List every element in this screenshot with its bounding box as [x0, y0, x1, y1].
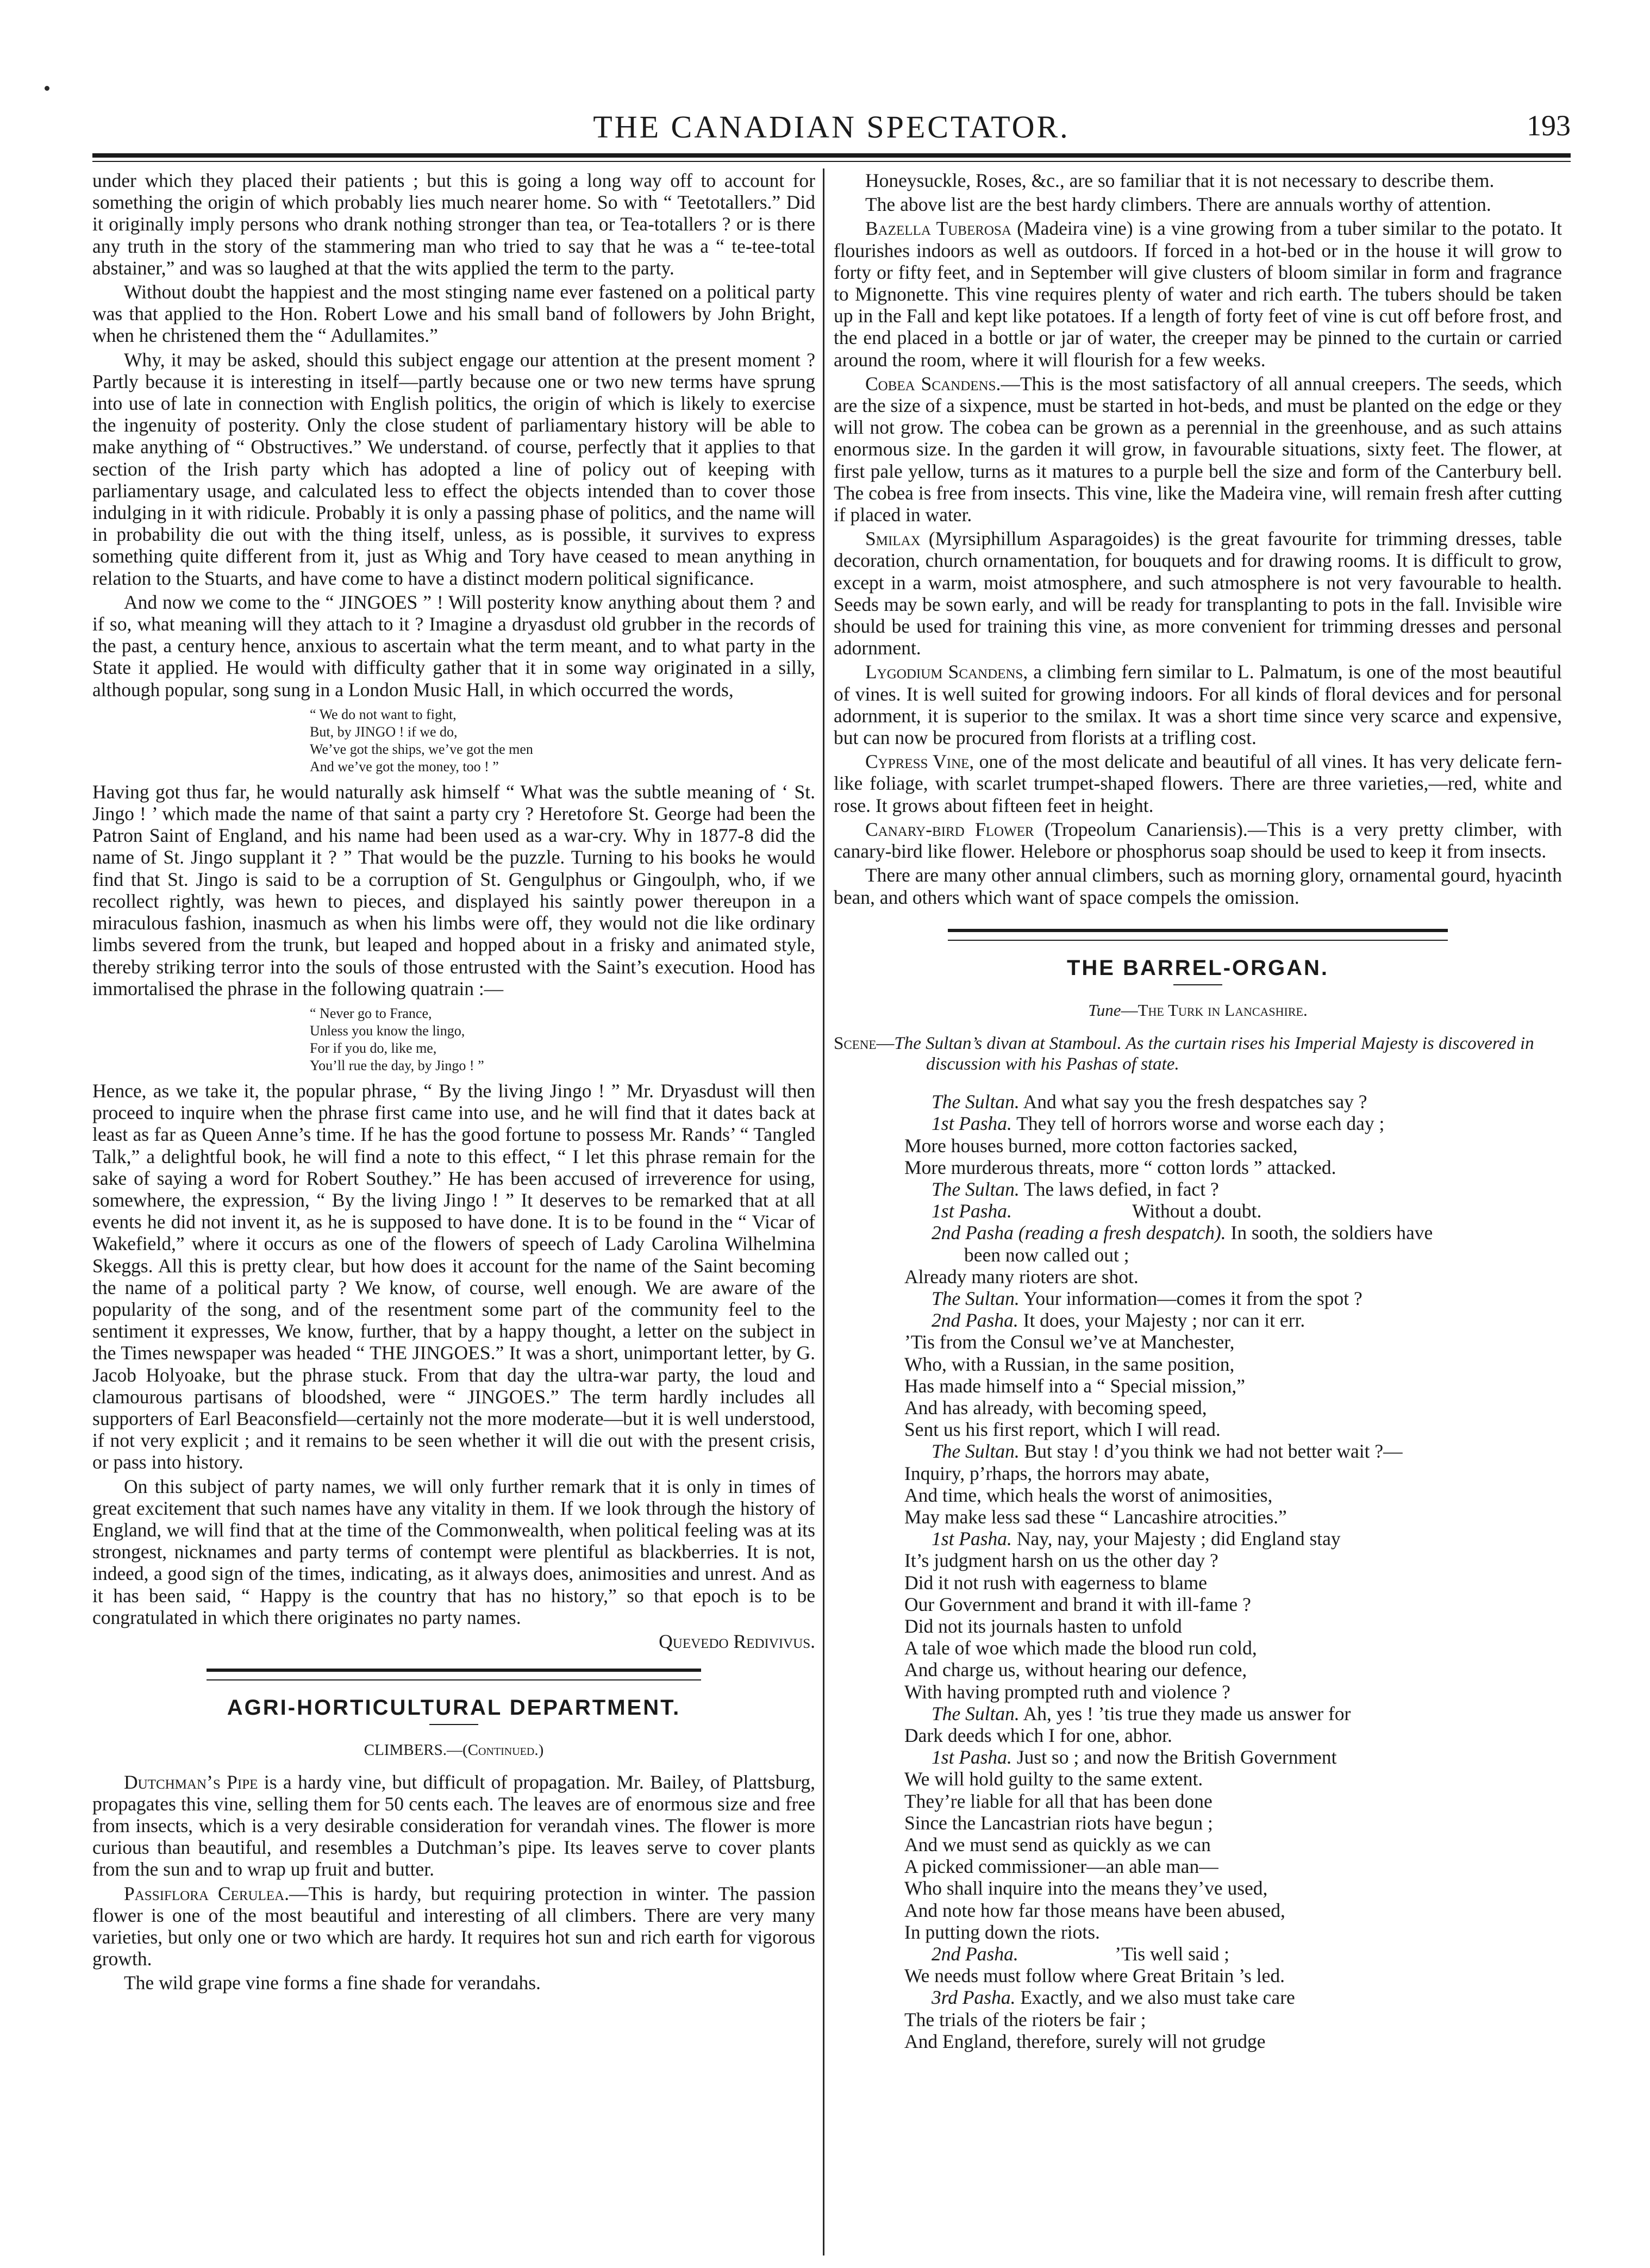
entry-lead: Canary-bird Flower: [865, 818, 1034, 840]
poem-line: [904, 1834, 1562, 1855]
short-rule: [1173, 984, 1222, 985]
poem-line-text: With having prompted ruth and violence ?: [904, 1680, 1230, 1703]
page-number: 193: [1527, 109, 1571, 142]
poem-line: [904, 1659, 1562, 1680]
poem-line-text: It does, your Majesty ; nor can it err.: [1018, 1309, 1305, 1332]
poem-line-text: Did not its journals hasten to unfold: [904, 1615, 1182, 1637]
verse-line: You’ll rue the day, by Jingo ! ”: [310, 1057, 484, 1073]
article-paragraph: [834, 217, 1562, 370]
poem-line-text: Inquiry, p’rhaps, the horrors may abate,: [904, 1462, 1210, 1484]
barrel-organ-poem: [904, 1091, 1562, 2052]
poem-line: [904, 1506, 1562, 1528]
article-paragraph: On this subject of party names, we will only further remark that it is only in times of great excitement that such names have any vitality in them. If we look through the history of England, we will find that at the time of the Commonwealth, when political feeling was at its strongest, nicknames and party terms of contempt were plentiful as blackberries. It is not, indeed, a good sign of the times, indicating, as it always does, animosities and unrest. And as it has been said, “ Happy is the country that has no history,” so that epoch is to be congratulated in which there originates no party names.: [92, 1475, 815, 1628]
poem-line-text: But stay ! d’you think we had not better wait ?—: [1019, 1440, 1403, 1463]
poem-line-text: Dark deeds which I for one, abhor.: [904, 1725, 1172, 1746]
poem-line: [904, 1594, 1562, 1615]
poem-line: [904, 1178, 1562, 1200]
verse-line: And we’ve got the money, too ! ”: [310, 758, 499, 774]
entry-lead: Cobea Scandens.: [865, 372, 1001, 395]
speaker-name: 1st Pasha.: [932, 1746, 1012, 1769]
poem-line: [904, 1812, 1562, 1834]
entry-lead: Lygodium Scandens: [865, 661, 1023, 683]
poem-line-text: Ah, yes ! ’tis true they made us answer for: [1019, 1702, 1351, 1725]
entry-text: is a hardy vine, but difficult of propagation. Mr. Bailey, of Plattsburg, propagates this vine, selling them for 50 cents each. The leaves are of enormous size and free from insects, which is a very desirable consideration for verandah vines. The flower is more curious than beautiful, and resembles a Dutchman’s pipe. Its leaves serve to cover plants from the sun and to wrap up fruit and butter.: [92, 1771, 816, 1880]
article-paragraph: Hence, as we take it, the popular phrase, “ By the living Jingo ! ” Mr. Dryasdust will then proceed to inquire when the phrase first came into use, and he will find that it dates back at least as far as Queen Anne’s time. If he has the good fortune to possess Mr. Rands’ “ Tangled Talk,” a delightful book, he will find a note to this effect, “ I let this phrase remain for the sake of saying a word for Robert Southey.” He has been accused of irreverence for using, somewhere, the expression, “ By the living Jingo ! ” It deserves to be remarked that at all events he did not invent it, as he is supposed to have done. It is to be found in the “ Vicar of Wakefield,” where it occurs as one of the flowers of speech of Lady Carolina Wilhelmina Skeggs. All this is pretty clear, but how does it account for the name of the Saint becoming the name of a political party ? We know, of course, well enough. We are aware of the popularity of the song, and of the resentment some part of the community feel to the sentiment it expresses, We know, further, that by a happy thought, a letter on the subject in the Times newspaper was headed “ THE JINGOES.” It was a short, unimportant letter, by G. Jacob Holyoake, but the phrase stuck. From that day the ultra-war party, the loud and clamourous partisans of bloodshed, were “ JINGOES.” The term hardly includes all supporters of Earl Beaconsfield—certainly not the more moderate—but it is well understood, if not very explicit ; and it remains to be seen whether it will die out with the present crisis, or pass into history.: [92, 1079, 815, 1473]
article-paragraph: There are many other annual climbers, such as morning glory, ornamental gourd, hyacinth bean, and others which want of space compels the omission.: [834, 864, 1562, 908]
entry-lead: Passiflora Cerulea.: [124, 1882, 289, 1904]
entry-text: (Tropeolum Canariensis).—This is a very pretty climber, with canary-bird like flower. Helebore or phosphorus soap should be used to keep it from insects.: [834, 818, 1562, 863]
poem-line-text: The laws defied, in fact ?: [1019, 1178, 1219, 1200]
poem-line-text: The trials of the rioters be fair ;: [904, 2008, 1146, 2030]
poem-line-text: Exactly, and we also must take care: [1015, 1986, 1295, 2009]
speaker-name: The Sultan.: [932, 1287, 1020, 1309]
poem-line: [904, 1440, 1562, 1462]
poem-line-text: In sooth, the soldiers have: [1226, 1222, 1433, 1244]
poem-line-text: Just so ; and now the British Government: [1011, 1746, 1337, 1769]
poem-line: [904, 1288, 1562, 1309]
scene-text: The Sultan’s divan at Stamboul. As the curtain rises his Imperial Majesty is discovered in discussion with his Pashas of state.: [894, 1034, 1534, 1074]
article-paragraph: [834, 819, 1562, 862]
section-title-agri: AGRI-HORTICULTURAL DEPARTMENT.: [227, 1696, 681, 1720]
poem-line-continuation: been now called out ;: [964, 1244, 1129, 1266]
verse-line: For if you do, like me,: [310, 1040, 437, 1056]
entry-lead: Dutchman’s Pipe: [124, 1771, 258, 1793]
article-paragraph: And now we come to the “ JINGOES ” ! Will posterity know anything about them ? and if so, what meaning will they attach to it ? Imagine a dryasdust old grubber in the records of the past, a century hence, anxious to ascertain what the term meant, and to what party in the State it applied. He would with difficulty gather that it in some way originated in a silly, although popular, song sung in a London Music Hall, in which occurred the words,: [92, 591, 815, 701]
poem-line: [904, 2030, 1562, 2052]
poem-line: [904, 1790, 1562, 1812]
poem-line-text: In putting down the riots.: [904, 1921, 1100, 1943]
poem-line-text: ’Tis well said ;: [1018, 1943, 1229, 1965]
poem-line-text: Without a doubt.: [1011, 1200, 1262, 1222]
poem-line: [904, 1266, 1562, 1288]
poem-line-text: Our Government and brand it with ill-fame ?: [904, 1593, 1251, 1615]
page-header: [92, 109, 1571, 158]
poem-line: [904, 1309, 1562, 1331]
poem-line-text: Has made himself into a “ Special mission,”: [904, 1374, 1246, 1397]
poem-line: [904, 1419, 1562, 1440]
author-signature: Quevedo Redivivus.: [659, 1630, 815, 1652]
poem-line: [904, 1572, 1562, 1594]
poem-line-text: And has already, with becoming speed,: [904, 1396, 1207, 1419]
entry-text: , one of the most delicate and beautiful of all vines. It has very delicate fern-like foliage, with scarlet trumpet-shaped flowers. There are three varieties,—red, white and rose. It grows about fifteen feet in height.: [834, 751, 1562, 816]
poem-line: [904, 1157, 1562, 1178]
poem-line: [904, 1550, 1562, 1571]
ink-speck: [45, 86, 49, 91]
column-divider: [823, 168, 824, 2255]
poem-line: [904, 1200, 1562, 1222]
running-title: THE CANADIAN SPECTATOR.: [593, 109, 1070, 145]
article-paragraph: [834, 751, 1562, 816]
article-paragraph: [834, 528, 1562, 659]
article-paragraph: The above list are the best hardy climbers. There are annuals worthy of attention.: [865, 193, 1491, 216]
poem-line-text: They’re liable for all that has been done: [904, 1790, 1212, 1812]
poem-line: [904, 1877, 1562, 1899]
tune-label: Tune: [1088, 1000, 1121, 1020]
poem-line: [904, 2009, 1562, 2030]
poem-line-text: Already many rioters are shot.: [904, 1265, 1139, 1288]
header-rule-thick: [92, 153, 1571, 158]
article-paragraph: Why, it may be asked, should this subject engage our attention at the present moment ? Partly because it is interesting in itself—partly because one or two new terms have sprung into use of late in connection with English politics, the origin of which is likely to exercise the ingenuity of posterity. Only the close student of parliamentary history will be able to make anything of “ Obstructives.” We understand. of course, perfectly that it applies to that section of the Irish party which has adopted a line of policy out of keeping with parliamentary usage, and calculated less to effect the objects intended than to cover those indulging in it with ridicule. Probably it is only a passing phase of politics, and the name will in probability die out with the thing itself, unless, as is possible, it survives to express something quite different from it, just as Whig and Tory have ceased to mean anything in relation to the Stuarts, and have come to have a distinct modern political significance.: [92, 348, 815, 589]
poem-line: [904, 1528, 1562, 1550]
poem-line: [904, 1113, 1562, 1134]
poem-line: [904, 1331, 1562, 1353]
poem-line-text: Who, with a Russian, in the same position,: [904, 1353, 1235, 1375]
poem-line-text: Since the Lancastrian riots have begun ;: [904, 1811, 1213, 1834]
poem-line: [904, 1484, 1562, 1506]
poem-line-text: May make less sad these “ Lancashire atrocities.”: [904, 1505, 1287, 1528]
speaker-name: The Sultan.: [932, 1440, 1020, 1463]
poem-line: [904, 1746, 1562, 1768]
entry-text: (Myrsiphillum Asparagoides) is the great favourite for trimming dresses, table decoration, church ornamentation, for bouquets and for drawing rooms. It is difficult to grow, except in a warm, moist atmosphere, and such atmosphere is not very favourable to health. Seeds may be sown early, and will be ready for transplanting to pots in the fall. Invisible wire should be used for training this vine, as more convenient for trimming dresses and personal adornment.: [834, 528, 1562, 659]
poem-line: [904, 1375, 1562, 1397]
article-paragraph: Having got thus far, he would naturally ask himself “ What was the subtle meaning of ‘ St. Jingo ! ’ which made the name of that saint a party cry ? Heretofore St. George had been the Patron Saint of England, and his name had been used as a war-cry. Why in 1877-8 did the name of St. Jingo supplant it ? ” That would be the puzzle. Turning to his books he would find that St. Jingo is said to be a corruption of St. Gengulphus or Gingoulph, who, if we recollect rightly, was hewn to pieces, and displayed his saintly power thereupon in a miraculous fashion, inasmuch as when his limbs were off, they would not die like ordinary limbs severed from the trunk, but leaped and hopped about in a frisky and animated style, thereby striking terror into the souls of those entrusted with the Saint’s execution. Hood has immortalised the phrase in the following quatrain :—: [92, 780, 815, 999]
poem-line: [904, 1244, 1562, 1266]
entry-lead: Smilax: [865, 528, 921, 550]
speaker-name: 2nd Pasha.: [932, 1943, 1018, 1965]
poem-line-text: We needs must follow where Great Britain ’s led.: [904, 1965, 1285, 1987]
poem-line: [904, 1463, 1562, 1484]
hood-quatrain: [310, 1005, 815, 1074]
poem-line: [904, 1637, 1562, 1659]
entry-text: —This is hardy, but requiring protection in winter. The passion flower is one of the most beautiful and interesting of all climbers. There are very many varieties, but only one or two which are hardy. It requires hot sun and rich earth for vigorous growth.: [92, 1882, 815, 1970]
speaker-name: 3rd Pasha.: [932, 1986, 1016, 2009]
poem-line: [904, 1615, 1562, 1637]
entry-text: (Madeira vine) is a vine growing from a tuber similar to the potato. It flourishes indoors as well as outdoors. If forced in a hot-bed or in the house it will grow to forty or fifty feet, and in September will give clusters of bloom similar in form and fragrance to Mignonette. This vine requires plenty of water and rich earth. The tubers should be taken up in the Fall and kept like potatoes. If a length of forty feet of vine is cut off before frost, and the end placed in a bottle or jar of water, the creeper may be pinned to the curtain or carried around the room, where it will flourish for a few weeks.: [834, 217, 1562, 371]
section-subhead: CLIMBERS.—(Continued.): [364, 1741, 544, 1759]
article-paragraph: [834, 661, 1562, 748]
poem-line: [904, 1681, 1562, 1703]
poem-line: [904, 1725, 1562, 1746]
poem-line-text: And charge us, without hearing our defence,: [904, 1659, 1247, 1681]
scene-direction: [834, 1033, 1562, 1074]
article-paragraph: Without doubt the happiest and the most stinging name ever fastened on a political party was that applied to the Hon. Robert Lowe and his small band of followers by John Bright, when he christened them the “ Adullamites.”: [92, 281, 815, 347]
speaker-name: The Sultan.: [932, 1178, 1020, 1200]
poem-line: [904, 1222, 1562, 1244]
article-paragraph: [92, 1883, 815, 1970]
speaker-name: 1st Pasha.: [932, 1528, 1012, 1550]
poem-line-text: And note how far those means have been abused,: [904, 1899, 1285, 1921]
poem-line-text: Your information—comes it from the spot ?: [1019, 1287, 1362, 1309]
poem-line-text: Nay, nay, your Majesty ; did England stay: [1011, 1528, 1341, 1550]
song-quotation: [310, 706, 815, 776]
entry-lead: Bazella Tuberosa: [865, 217, 1011, 240]
poem-line-text: ’Tis from the Consul we’ve at Manchester,: [904, 1331, 1235, 1353]
verse-line: Unless you know the lingo,: [310, 1022, 465, 1039]
speaker-name: 2nd Pasha (reading a fresh despatch).: [932, 1222, 1226, 1244]
speaker-name: 1st Pasha.: [932, 1200, 1012, 1222]
poem-line: [904, 1965, 1562, 1986]
poem-line-text: And we must send as quickly as we can: [904, 1834, 1211, 1856]
poem-line: [904, 1135, 1562, 1157]
poem-line-text: Who shall inquire into the means they’ve used,: [904, 1877, 1268, 1900]
verse-line: But, by JINGO ! if we do,: [310, 723, 458, 740]
speaker-name: 2nd Pasha.: [932, 1309, 1018, 1332]
verse-line: We’ve got the ships, we’ve got the men: [310, 741, 533, 757]
poem-line-text: It’s judgment harsh on us the other day ?: [904, 1550, 1218, 1572]
article-paragraph: [834, 373, 1562, 526]
poem-line: [904, 1900, 1562, 1921]
poem-line-text: More murderous threats, more “ cotton lords ” attacked.: [904, 1156, 1336, 1178]
scene-label: Scene—: [834, 1034, 895, 1054]
poem-line-text: More houses burned, more cotton factories sacked,: [904, 1134, 1298, 1157]
article-paragraph: [92, 1771, 815, 1880]
article-paragraph: Honeysuckle, Roses, &c., are so familiar that it is not necessary to describe them.: [865, 170, 1495, 191]
poem-line-text: We will hold guilty to the same extent.: [904, 1768, 1203, 1790]
speaker-name: The Sultan.: [932, 1702, 1020, 1725]
verse-line: “ Never go to France,: [310, 1005, 432, 1021]
entry-text: , a climbing fern similar to L. Palmatum, is one of the most beautiful of vines. It is well suited for growing indoors. For all kinds of floral devices and for personal adornment, it is superior to the smilax. It was a short time since very scarce and expensive, but can now be procured from florists at a trifling cost.: [834, 661, 1562, 749]
poem-line-text: Sent us his first report, which I will read.: [904, 1419, 1221, 1441]
section-rule: [948, 929, 1448, 941]
poem-line-text: And time, which heals the worst of animosities,: [904, 1484, 1273, 1506]
poem-line-text: A picked commissioner—an able man—: [904, 1855, 1218, 1878]
speaker-name: The Sultan.: [932, 1091, 1020, 1113]
speaker-name: 1st Pasha.: [932, 1113, 1012, 1135]
poem-line: [904, 1943, 1562, 1965]
section-title-barrel-organ: THE BARREL-ORGAN.: [1066, 955, 1329, 980]
entry-lead: Cypress Vine: [865, 751, 970, 773]
poem-line: [904, 1768, 1562, 1790]
poem-line-text: A tale of woe which made the blood run cold,: [904, 1637, 1257, 1659]
verse-line: “ We do not want to fight,: [310, 706, 457, 722]
entry-text: —This is the most satisfactory of all annual creepers. The seeds, which are the size of a sixpence, must be started in hot-beds, and must be planted on the edge or they will not grow. The cobea can be grown as a perennial in the greenhouse, and as such attains enormous size. In the garden it will grow, in favourable situations, sixty feet. The flower, at first pale yellow, turns as it matures to a purple bell the size and form of the Canterbury bell. The cobea is free from insects. This vine, like the Madeira vine, will remain fresh after cutting if placed in water.: [834, 372, 1562, 526]
article-paragraph: under which they placed their patients ; but this is going a long way off to account for something the origin of which probably lies much nearer home. So with “ Teetotallers.” Did it originally imply persons who drank nothing stronger than tea, or Tea-totallers ? or is there any truth in the story of the stammering man who tried to say that he was a “ te-tee-total abstainer,” and was so laughed at that the wits applied the term to the party.: [92, 170, 815, 279]
poem-line: [904, 1855, 1562, 1877]
section-rule: [207, 1669, 701, 1680]
poem-line-text: And England, therefore, surely will not grudge: [904, 2030, 1266, 2052]
tune-name: —The Turk in Lancashire.: [1121, 1000, 1308, 1020]
poem-line: [904, 1397, 1562, 1419]
poem-line: [904, 1703, 1562, 1725]
tune-line: [834, 999, 1562, 1021]
poem-line-text: And what say you the fresh despatches say ?: [1019, 1091, 1367, 1113]
right-column: [834, 170, 1562, 2052]
left-column: [92, 170, 815, 1996]
poem-line: [904, 1353, 1562, 1375]
article-paragraph: The wild grape vine forms a fine shade for verandahs.: [124, 1972, 541, 1994]
poem-line: [904, 1921, 1562, 1943]
poem-line-text: Did it not rush with eagerness to blame: [904, 1571, 1208, 1594]
poem-line: [904, 1986, 1562, 2008]
poem-line: [904, 1091, 1562, 1113]
poem-line-text: They tell of horrors worse and worse each day ;: [1011, 1113, 1385, 1135]
header-rule-thin: [92, 161, 1571, 162]
short-rule: [429, 1724, 478, 1725]
